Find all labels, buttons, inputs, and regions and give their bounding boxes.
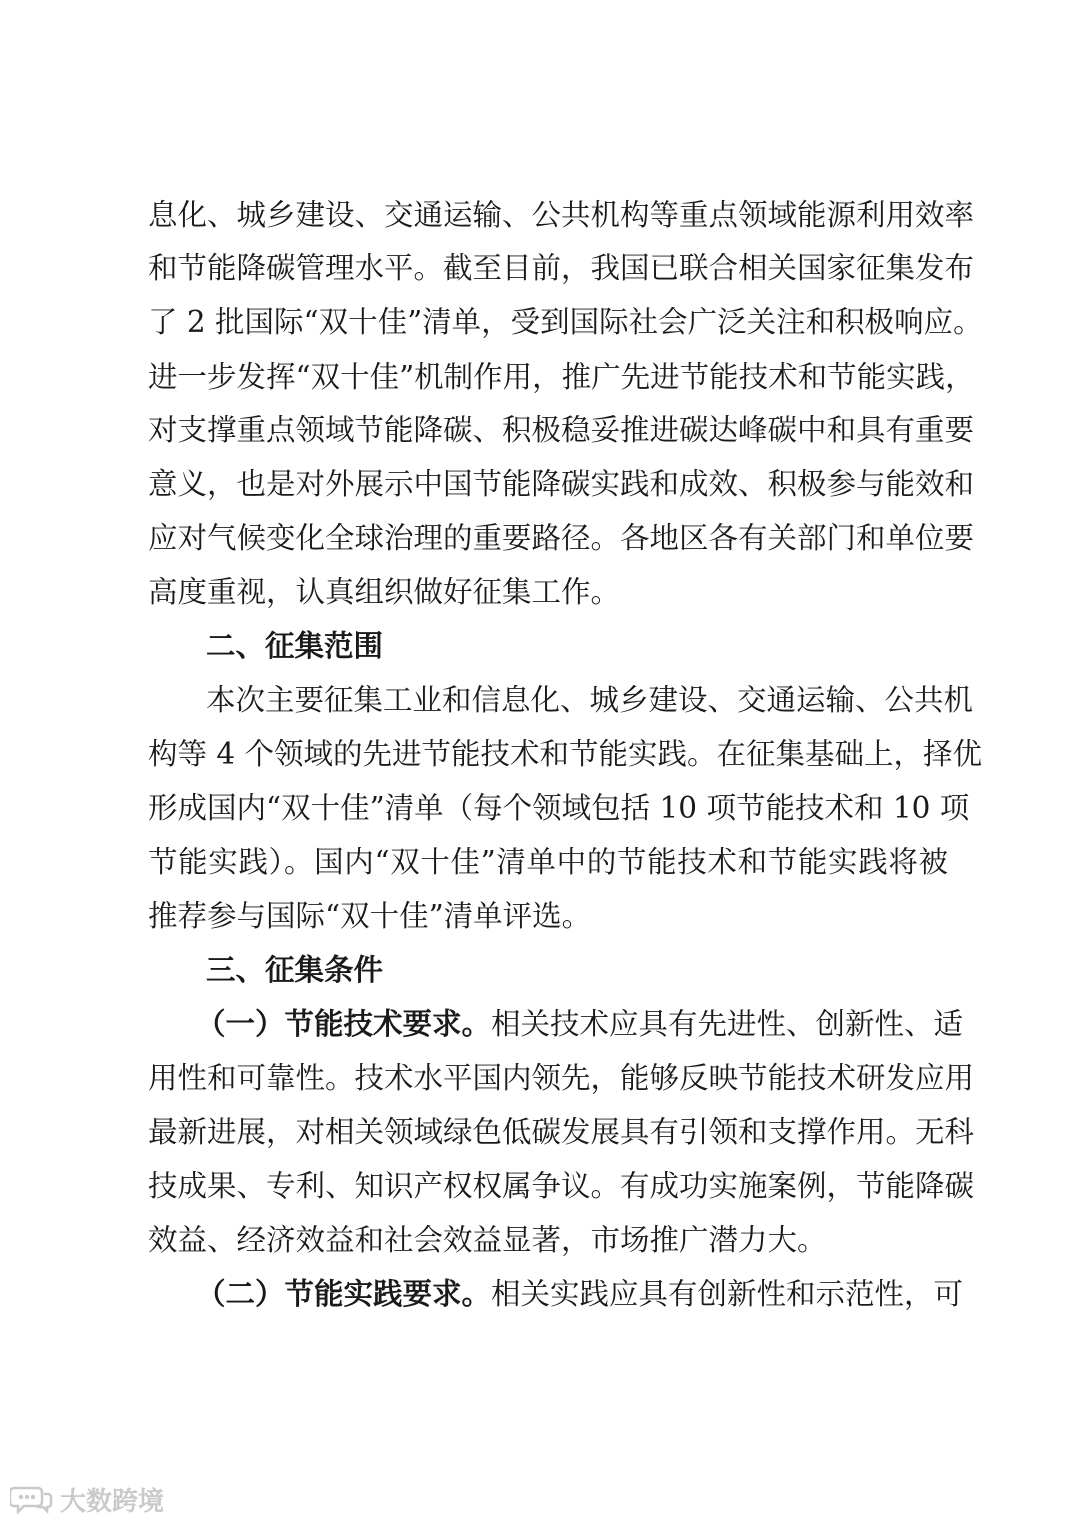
watermark [10, 1482, 164, 1516]
scope-line-4: 节能实践）。国内“双十佳”清单中的节能技术和节能实践将被 [148, 845, 948, 879]
body-line-8: 高度重视，认真组织做好征集工作。 [148, 575, 621, 609]
chat-bubble-logo-icon [10, 1484, 54, 1514]
body-line-7: 应对气候变化全球治理的重要路径。各地区各有关部门和单位要 [148, 521, 975, 555]
practice-requirement-lead: （二）节能实践要求。 [196, 1276, 492, 1311]
body-line-4: 进一步发挥“双十佳”机制作用，推广先进节能技术和节能实践， [148, 360, 975, 394]
section-heading-scope: 二、征集范围 [206, 629, 384, 663]
body-line-5: 对支撑重点领域节能降碳、积极稳妥推进碳达峰碳中和具有重要 [148, 413, 975, 447]
tech-requirement-line-4: 技成果、专利、知识产权权属争议。有成功实施案例，节能降碳 [148, 1169, 975, 1203]
tech-requirement-line-3: 最新进展，对相关领域绿色低碳发展具有引领和支撑作用。无科 [148, 1115, 975, 1149]
tech-requirement-text: 相关技术应具有先进性、创新性、适 [491, 1007, 964, 1041]
body-line-3: 了 2 批国际“双十佳”清单，受到国际社会广泛关注和积极响应。 [148, 305, 983, 339]
practice-requirement-text: 相关实践应具有创新性和示范性，可 [491, 1277, 964, 1311]
scope-line-5: 推荐参与国际“双十佳”清单评选。 [148, 899, 592, 933]
scope-line-2: 构等 4 个领域的先进节能技术和节能实践。在征集基础上，择优 [148, 737, 983, 771]
scope-line-1: 本次主要征集工业和信息化、城乡建设、交通运输、公共机 [206, 683, 974, 717]
body-line-2: 和节能降碳管理水平。截至目前，我国已联合相关国家征集发布 [148, 251, 975, 285]
tech-requirement-line-2: 用性和可靠性。技术水平国内领先，能够反映节能技术研发应用 [148, 1061, 975, 1095]
tech-requirement-line-1 [196, 1004, 964, 1044]
scope-line-3: 形成国内“双十佳”清单（每个领域包括 10 项节能技术和 10 项 [148, 791, 970, 825]
practice-requirement-line-1 [196, 1274, 964, 1314]
watermark-text: 大数跨境 [60, 1486, 165, 1517]
body-line-1: 息化、城乡建设、交通运输、公共机构等重点领域能源利用效率 [148, 198, 975, 232]
tech-requirement-line-5: 效益、经济效益和社会效益显著，市场推广潜力大。 [148, 1223, 827, 1257]
tech-requirement-lead: （一）节能技术要求。 [196, 1006, 492, 1041]
section-heading-conditions: 三、征集条件 [206, 953, 384, 987]
body-line-6: 意义，也是对外展示中国节能降碳实践和成效、积极参与能效和 [148, 467, 975, 501]
